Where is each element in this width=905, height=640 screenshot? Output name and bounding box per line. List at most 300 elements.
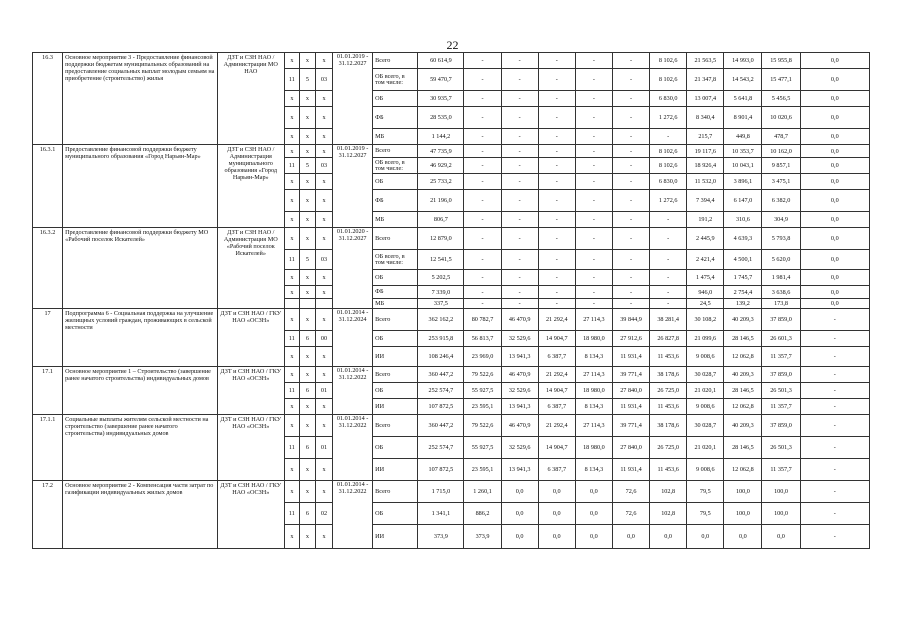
funding-source: ОБ всего, в том числе: xyxy=(373,158,418,174)
value-cell: 6 830,0 xyxy=(650,174,687,190)
value-cell: - xyxy=(538,174,575,190)
value-cell: 6 387,7 xyxy=(538,347,575,367)
value-cell: 40 209,3 xyxy=(724,415,762,437)
table-row xyxy=(33,145,870,158)
funding-source: Всего xyxy=(373,415,418,437)
value-cell: - xyxy=(575,299,612,309)
row-executor: ДЗТ и СЗН НАО / ГКУ НАО «ОСЗН» xyxy=(217,481,284,549)
value-cell: - xyxy=(800,331,869,347)
value-cell: 0,0 xyxy=(800,286,869,299)
value-cell: 46 929,2 xyxy=(418,158,464,174)
value-cell: 14 993,0 xyxy=(724,53,762,69)
row-period: 01.01.2020 - 31.12.2027 xyxy=(333,228,373,309)
value-cell: - xyxy=(650,250,687,270)
value-cell: - xyxy=(501,299,538,309)
value-cell: 27 114,3 xyxy=(575,367,612,383)
value-cell: 5 793,8 xyxy=(762,228,800,250)
value-cell: 1 272,6 xyxy=(650,190,687,212)
row-name: Предоставление финансовой поддержки бюджету МО «Рабочий поселок Искателей» xyxy=(63,228,218,309)
value-cell: - xyxy=(612,53,649,69)
row-executor: ДЗТ и СЗН НАО / ГКУ НАО «ОСЗН» xyxy=(217,415,284,481)
value-cell: 886,2 xyxy=(464,503,501,525)
value-cell: 27 114,3 xyxy=(575,415,612,437)
value-cell: - xyxy=(501,69,538,91)
funding-source: МБ xyxy=(373,299,418,309)
value-cell: 18 980,0 xyxy=(575,331,612,347)
budget-code-cell: х xyxy=(315,190,332,212)
budget-code-cell: х xyxy=(284,190,299,212)
budget-code-cell: 02 xyxy=(315,503,332,525)
value-cell: - xyxy=(612,299,649,309)
funding-source: Всего xyxy=(373,53,418,69)
value-cell: 0,0 xyxy=(800,129,869,145)
value-cell: 1 981,4 xyxy=(762,270,800,286)
value-cell: 4 500,1 xyxy=(724,250,762,270)
value-cell: 1 745,7 xyxy=(724,270,762,286)
value-cell: 10 020,6 xyxy=(762,107,800,129)
value-cell: 337,5 xyxy=(418,299,464,309)
value-cell: 310,6 xyxy=(724,212,762,228)
funding-source: ОБ xyxy=(373,503,418,525)
row-executor: ДЗТ и СЗН НАО / Администрации МО НАО xyxy=(217,53,284,145)
budget-code-cell: х xyxy=(299,212,315,228)
value-cell: 0,0 xyxy=(800,250,869,270)
value-cell: 12 541,5 xyxy=(418,250,464,270)
value-cell: 37 859,0 xyxy=(762,415,800,437)
value-cell: 1 272,6 xyxy=(650,107,687,129)
value-cell: 26 501,3 xyxy=(762,437,800,459)
budget-code-cell: 5 xyxy=(299,250,315,270)
value-cell: 0,0 xyxy=(575,503,612,525)
value-cell: - xyxy=(501,129,538,145)
value-cell: - xyxy=(612,145,649,158)
value-cell: 0,0 xyxy=(762,525,800,549)
value-cell: 0,0 xyxy=(575,525,612,549)
value-cell: - xyxy=(612,212,649,228)
value-cell: 40 209,3 xyxy=(724,367,762,383)
funding-source: ФБ xyxy=(373,286,418,299)
value-cell: 252 574,7 xyxy=(418,437,464,459)
value-cell: - xyxy=(501,212,538,228)
value-cell: - xyxy=(575,212,612,228)
value-cell: - xyxy=(575,174,612,190)
value-cell: 8 102,6 xyxy=(650,53,687,69)
value-cell: 100,0 xyxy=(724,503,762,525)
row-code: 17.1 xyxy=(33,367,63,415)
budget-code-cell: 11 xyxy=(284,250,299,270)
budget-code-cell: х xyxy=(284,129,299,145)
budget-code-cell: 01 xyxy=(315,437,332,459)
value-cell: 139,2 xyxy=(724,299,762,309)
value-cell: 11 453,6 xyxy=(650,399,687,415)
value-cell: 12 879,0 xyxy=(418,228,464,250)
value-cell: 108 246,4 xyxy=(418,347,464,367)
value-cell: 15 477,1 xyxy=(762,69,800,91)
budget-code-cell: х xyxy=(284,367,299,383)
value-cell: - xyxy=(800,437,869,459)
value-cell: - xyxy=(501,250,538,270)
funding-source: ОБ xyxy=(373,331,418,347)
budget-code-cell: х xyxy=(315,309,332,331)
value-cell: - xyxy=(538,228,575,250)
funding-source: ФБ xyxy=(373,107,418,129)
value-cell: 55 927,5 xyxy=(464,437,501,459)
value-cell: 8 901,4 xyxy=(724,107,762,129)
funding-source: МБ xyxy=(373,129,418,145)
value-cell: 26 501,3 xyxy=(762,383,800,399)
budget-code-cell: х xyxy=(299,270,315,286)
budget-code-cell: 01 xyxy=(315,383,332,399)
value-cell: 13 007,4 xyxy=(687,91,724,107)
value-cell: - xyxy=(538,145,575,158)
value-cell: - xyxy=(464,107,501,129)
budget-code-cell: 11 xyxy=(284,331,299,347)
row-period: 01.01.2014 - 31.12.2022 xyxy=(333,367,373,415)
value-cell: 8 102,6 xyxy=(650,69,687,91)
value-cell: 1 475,4 xyxy=(687,270,724,286)
value-cell: 13 941,3 xyxy=(501,399,538,415)
value-cell: 15 955,8 xyxy=(762,53,800,69)
value-cell: - xyxy=(800,459,869,481)
value-cell: - xyxy=(800,309,869,331)
value-cell: 21 347,8 xyxy=(687,69,724,91)
value-cell: - xyxy=(464,270,501,286)
value-cell: 102,8 xyxy=(650,481,687,503)
value-cell: 11 357,7 xyxy=(762,459,800,481)
funding-source: ОБ xyxy=(373,383,418,399)
budget-code-cell: х xyxy=(284,228,299,250)
value-cell: 30 028,7 xyxy=(687,367,724,383)
value-cell: 27 114,3 xyxy=(575,309,612,331)
budget-code-cell: х xyxy=(315,367,332,383)
value-cell: - xyxy=(575,69,612,91)
value-cell: 6 147,0 xyxy=(724,190,762,212)
budget-code-cell: х xyxy=(284,415,299,437)
value-cell: - xyxy=(650,270,687,286)
value-cell: 13 941,3 xyxy=(501,347,538,367)
value-cell: 373,9 xyxy=(418,525,464,549)
value-cell: 10 353,7 xyxy=(724,145,762,158)
row-name: Основное мероприятие 2 - Компенсация части затрат по газификации индивидуальных жилых домов xyxy=(63,481,218,549)
value-cell: 9 008,6 xyxy=(687,459,724,481)
value-cell: 1 260,1 xyxy=(464,481,501,503)
budget-code-cell: х xyxy=(284,212,299,228)
value-cell: 38 178,6 xyxy=(650,367,687,383)
row-code: 17.1.1 xyxy=(33,415,63,481)
budget-code-cell: х xyxy=(299,53,315,69)
value-cell: 37 859,0 xyxy=(762,309,800,331)
budget-code-cell: х xyxy=(315,228,332,250)
value-cell: 21 020,1 xyxy=(687,383,724,399)
value-cell: 1 144,2 xyxy=(418,129,464,145)
value-cell: - xyxy=(538,286,575,299)
budget-code-cell: х xyxy=(299,399,315,415)
value-cell: - xyxy=(501,145,538,158)
budget-code-cell xyxy=(284,299,299,309)
value-cell: 0,0 xyxy=(501,481,538,503)
value-cell: - xyxy=(538,69,575,91)
value-cell: 27 840,0 xyxy=(612,437,649,459)
value-cell: 0,0 xyxy=(650,525,687,549)
value-cell: - xyxy=(464,228,501,250)
value-cell: 30 028,7 xyxy=(687,415,724,437)
value-cell: - xyxy=(575,91,612,107)
value-cell: 191,2 xyxy=(687,212,724,228)
budget-code-cell: х xyxy=(315,459,332,481)
budget-code-cell: х xyxy=(299,129,315,145)
budget-code-cell: х xyxy=(299,286,315,299)
budget-code-cell: 5 xyxy=(299,69,315,91)
budget-code-cell: х xyxy=(284,145,299,158)
budget-code-cell: х xyxy=(299,174,315,190)
value-cell: 79 522,6 xyxy=(464,367,501,383)
value-cell: - xyxy=(800,415,869,437)
value-cell: 252 574,7 xyxy=(418,383,464,399)
funding-source: ОБ xyxy=(373,174,418,190)
budget-code-cell: х xyxy=(284,107,299,129)
value-cell: - xyxy=(501,270,538,286)
budget-code-cell: х xyxy=(315,129,332,145)
value-cell: 449,8 xyxy=(724,129,762,145)
row-code: 16.3.2 xyxy=(33,228,63,309)
row-code: 17 xyxy=(33,309,63,367)
value-cell: - xyxy=(612,286,649,299)
value-cell: - xyxy=(501,91,538,107)
row-code: 17.2 xyxy=(33,481,63,549)
value-cell: - xyxy=(464,158,501,174)
funding-source: Всего xyxy=(373,145,418,158)
value-cell: 39 844,9 xyxy=(612,309,649,331)
budget-code-cell: х xyxy=(284,481,299,503)
value-cell: 12 062,8 xyxy=(724,347,762,367)
value-cell: 21 292,4 xyxy=(538,367,575,383)
funding-source: ИИ xyxy=(373,525,418,549)
value-cell: 7 339,0 xyxy=(418,286,464,299)
value-cell: 1 715,0 xyxy=(418,481,464,503)
value-cell: 46 470,9 xyxy=(501,367,538,383)
budget-code-cell: х xyxy=(315,212,332,228)
value-cell: 6 387,7 xyxy=(538,459,575,481)
row-name: Основное мероприятие 3 - Предоставление финансовой поддержки бюджетам муниципальных образований на предоставление социальных выплат молодым семьям на приобретение (строительство) жилья xyxy=(63,53,218,145)
value-cell: 28 535,0 xyxy=(418,107,464,129)
funding-source: ОБ xyxy=(373,91,418,107)
value-cell: 8 134,3 xyxy=(575,347,612,367)
value-cell: - xyxy=(575,190,612,212)
value-cell: 11 532,0 xyxy=(687,174,724,190)
value-cell: - xyxy=(464,145,501,158)
value-cell: - xyxy=(612,250,649,270)
value-cell: 0,0 xyxy=(575,481,612,503)
budget-code-cell: 6 xyxy=(299,503,315,525)
budget-code-cell: 11 xyxy=(284,158,299,174)
value-cell: 100,0 xyxy=(762,503,800,525)
value-cell: 102,8 xyxy=(650,503,687,525)
value-cell: 2 421,4 xyxy=(687,250,724,270)
value-cell: - xyxy=(464,91,501,107)
value-cell: 21 292,4 xyxy=(538,415,575,437)
row-code: 16.3.1 xyxy=(33,145,63,228)
value-cell: 6 387,7 xyxy=(538,399,575,415)
value-cell: - xyxy=(800,367,869,383)
budget-code-cell xyxy=(299,299,315,309)
value-cell: 3 475,1 xyxy=(762,174,800,190)
value-cell: 0,0 xyxy=(501,525,538,549)
value-cell: 25 733,2 xyxy=(418,174,464,190)
budget-code-cell: 6 xyxy=(299,331,315,347)
value-cell: 72,6 xyxy=(612,481,649,503)
budget-code-cell: х xyxy=(299,145,315,158)
value-cell: 37 859,0 xyxy=(762,367,800,383)
budget-code-cell: 03 xyxy=(315,69,332,91)
value-cell: - xyxy=(575,107,612,129)
value-cell: 38 281,4 xyxy=(650,309,687,331)
value-cell: 32 529,6 xyxy=(501,331,538,347)
budget-code-cell: х xyxy=(284,91,299,107)
value-cell: 79 522,6 xyxy=(464,415,501,437)
value-cell: 360 447,2 xyxy=(418,367,464,383)
value-cell: 11 931,4 xyxy=(612,347,649,367)
value-cell: 7 394,4 xyxy=(687,190,724,212)
value-cell: 32 529,6 xyxy=(501,437,538,459)
value-cell: 79,5 xyxy=(687,503,724,525)
budget-code-cell: х xyxy=(315,525,332,549)
value-cell: - xyxy=(464,129,501,145)
value-cell: 100,0 xyxy=(724,481,762,503)
value-cell: 12 062,8 xyxy=(724,459,762,481)
value-cell: - xyxy=(612,270,649,286)
value-cell: 11 931,4 xyxy=(612,399,649,415)
value-cell: - xyxy=(501,53,538,69)
value-cell: 8 102,6 xyxy=(650,158,687,174)
value-cell: 18 980,0 xyxy=(575,383,612,399)
value-cell: - xyxy=(501,174,538,190)
value-cell: - xyxy=(575,53,612,69)
value-cell: 30 108,2 xyxy=(687,309,724,331)
value-cell: 8 340,4 xyxy=(687,107,724,129)
value-cell: 0,0 xyxy=(800,91,869,107)
value-cell: 5 620,0 xyxy=(762,250,800,270)
value-cell: - xyxy=(538,53,575,69)
value-cell: 39 771,4 xyxy=(612,367,649,383)
value-cell: 23 969,0 xyxy=(464,347,501,367)
value-cell: 21 196,0 xyxy=(418,190,464,212)
value-cell: 11 357,7 xyxy=(762,347,800,367)
value-cell: 27 912,6 xyxy=(612,331,649,347)
table-row xyxy=(33,228,870,250)
value-cell: - xyxy=(538,107,575,129)
value-cell: 14 904,7 xyxy=(538,331,575,347)
budget-code-cell: х xyxy=(284,525,299,549)
budget-code-cell: х xyxy=(315,481,332,503)
value-cell: 32 529,6 xyxy=(501,383,538,399)
budget-code-cell: 03 xyxy=(315,250,332,270)
value-cell: 0,0 xyxy=(800,228,869,250)
value-cell: - xyxy=(612,228,649,250)
value-cell: - xyxy=(575,270,612,286)
budget-code-cell: х xyxy=(284,309,299,331)
row-period: 01.01.2014 - 31.12.2022 xyxy=(333,481,373,549)
value-cell: 373,9 xyxy=(464,525,501,549)
value-cell: - xyxy=(538,250,575,270)
value-cell: 10 043,1 xyxy=(724,158,762,174)
value-cell: - xyxy=(800,503,869,525)
budget-code-cell: х xyxy=(284,347,299,367)
value-cell: 5 641,8 xyxy=(724,91,762,107)
value-cell: - xyxy=(612,69,649,91)
value-cell: 4 639,3 xyxy=(724,228,762,250)
value-cell: - xyxy=(612,158,649,174)
value-cell: 0,0 xyxy=(800,145,869,158)
row-code: 16.3 xyxy=(33,53,63,145)
value-cell: 21 563,5 xyxy=(687,53,724,69)
value-cell: - xyxy=(501,228,538,250)
budget-code-cell: х xyxy=(315,174,332,190)
value-cell: 23 595,1 xyxy=(464,459,501,481)
value-cell: - xyxy=(501,158,538,174)
value-cell: - xyxy=(538,190,575,212)
funding-source: ОБ xyxy=(373,270,418,286)
value-cell: - xyxy=(612,190,649,212)
budget-code-cell: х xyxy=(299,367,315,383)
budget-code-cell: х xyxy=(284,459,299,481)
value-cell: 362 162,2 xyxy=(418,309,464,331)
value-cell: 8 102,6 xyxy=(650,145,687,158)
funding-source: ОБ всего, в том числе: xyxy=(373,69,418,91)
value-cell: 0,0 xyxy=(800,107,869,129)
budget-code-cell: 11 xyxy=(284,69,299,91)
value-cell: 14 904,7 xyxy=(538,437,575,459)
value-cell: 26 725,0 xyxy=(650,437,687,459)
value-cell: 39 771,4 xyxy=(612,415,649,437)
value-cell: 11 357,7 xyxy=(762,399,800,415)
value-cell: 2 754,4 xyxy=(724,286,762,299)
value-cell: - xyxy=(464,69,501,91)
budget-code-cell: х xyxy=(299,481,315,503)
value-cell: 6 382,0 xyxy=(762,190,800,212)
budget-code-cell: х xyxy=(299,415,315,437)
value-cell: 304,9 xyxy=(762,212,800,228)
value-cell: 24,5 xyxy=(687,299,724,309)
value-cell: - xyxy=(464,299,501,309)
budget-code-cell: х xyxy=(315,53,332,69)
budget-code-cell: х xyxy=(299,91,315,107)
budget-code-cell: х xyxy=(299,107,315,129)
budget-code-cell: х xyxy=(315,286,332,299)
funding-source: ИИ xyxy=(373,347,418,367)
value-cell: - xyxy=(538,212,575,228)
budget-code-cell: х xyxy=(315,399,332,415)
budget-code-cell: 11 xyxy=(284,503,299,525)
budget-code-cell: х xyxy=(284,286,299,299)
value-cell: 46 470,9 xyxy=(501,415,538,437)
value-cell: 9 008,6 xyxy=(687,347,724,367)
value-cell: 56 813,7 xyxy=(464,331,501,347)
value-cell: 18 980,0 xyxy=(575,437,612,459)
value-cell: 30 935,7 xyxy=(418,91,464,107)
page-number: 22 xyxy=(446,38,459,52)
value-cell: 28 146,5 xyxy=(724,331,762,347)
value-cell: - xyxy=(800,383,869,399)
value-cell: - xyxy=(464,53,501,69)
value-cell: - xyxy=(575,250,612,270)
value-cell: 107 872,5 xyxy=(418,399,464,415)
budget-code-cell: х xyxy=(299,347,315,367)
value-cell: 360 447,2 xyxy=(418,415,464,437)
value-cell: - xyxy=(650,299,687,309)
value-cell: 80 782,7 xyxy=(464,309,501,331)
row-period: 01.01.2019 - 31.12.2027 xyxy=(333,145,373,228)
value-cell: 79,5 xyxy=(687,481,724,503)
